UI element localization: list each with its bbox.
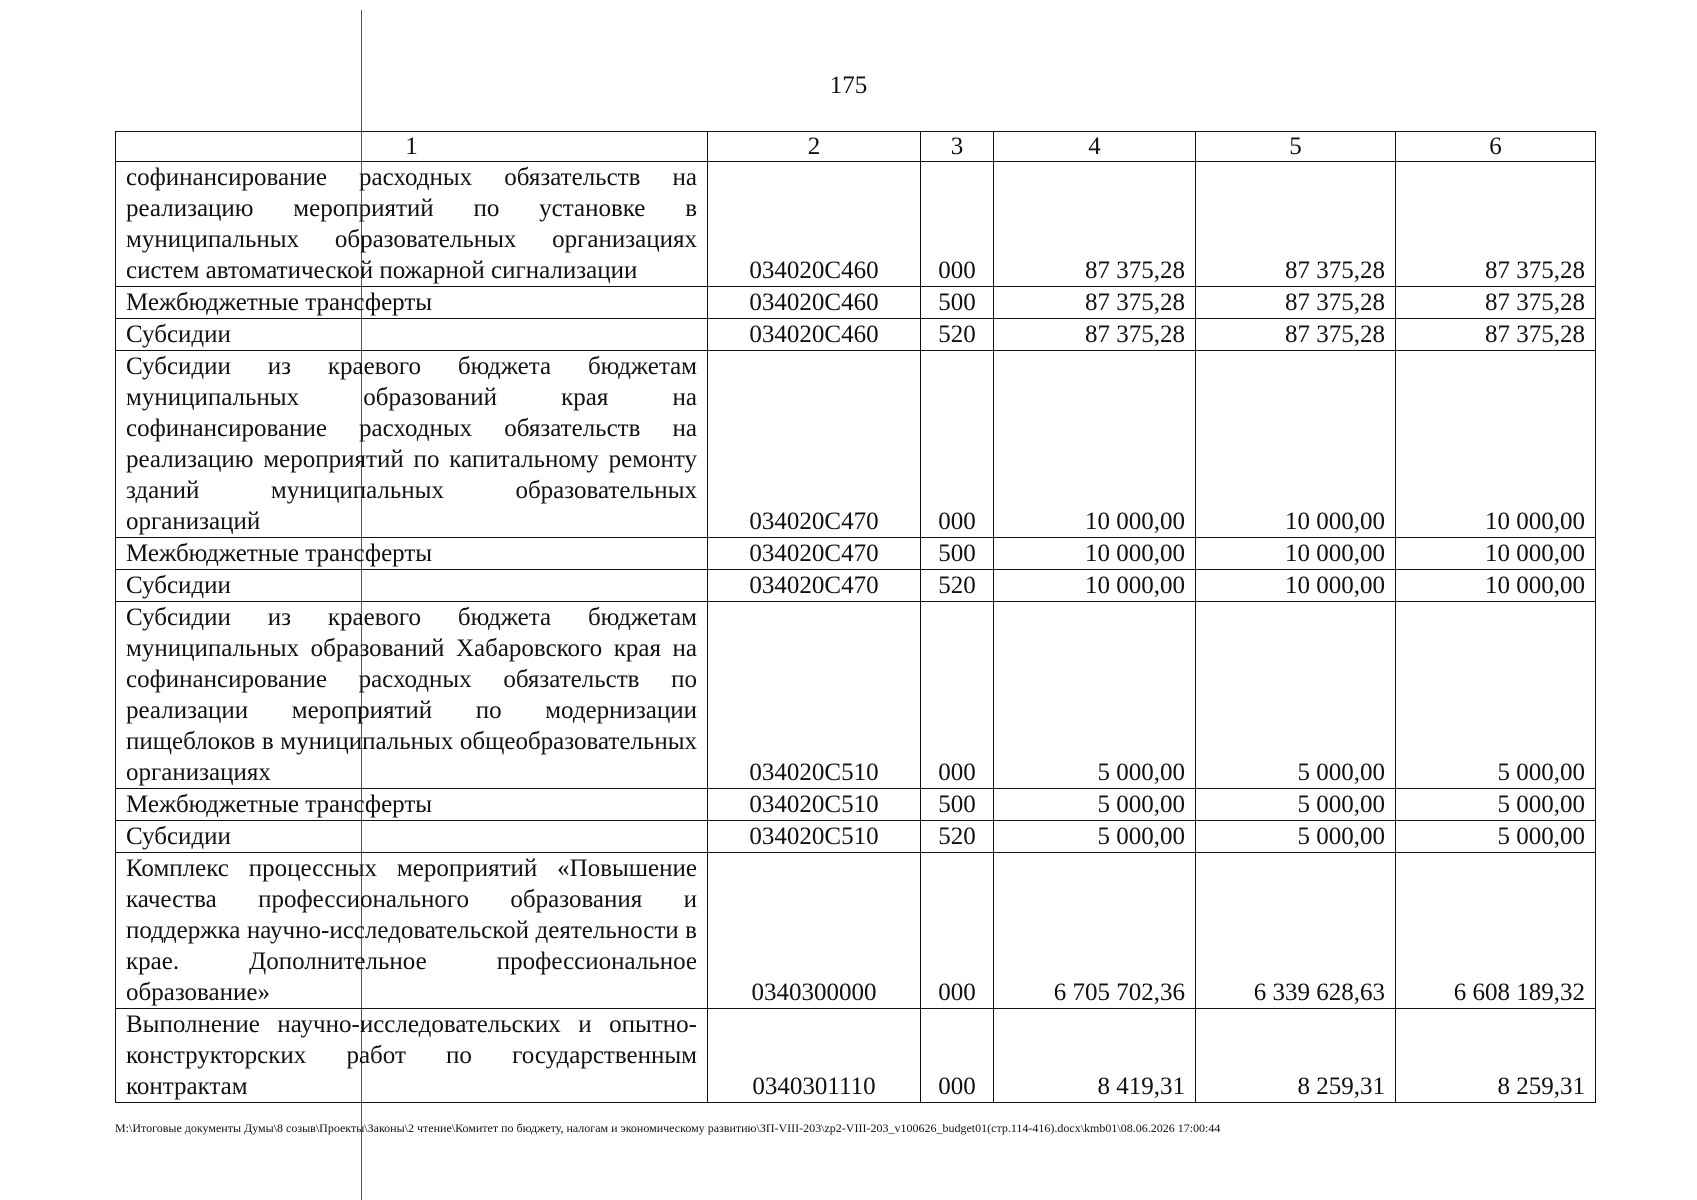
- expense-type-code-cell: 520: [921, 570, 994, 602]
- row-name-cell: Субсидии из краевого бюджета бюджетам муниципальных образований края на софинансирование расходных обязательств на реализацию мероприятий по капитальному ремонту зданий муниципальных образовательных организаций: [116, 351, 708, 538]
- amount-cell: 10 000,00: [1196, 538, 1396, 570]
- amount-cell: 6 705 702,36: [994, 853, 1196, 1009]
- target-article-code-cell: 034020С460: [708, 162, 921, 287]
- amount-cell: 87 375,28: [994, 287, 1196, 319]
- amount-cell: 10 000,00: [1196, 570, 1396, 602]
- column-header: 6: [1396, 132, 1596, 162]
- column-header: 3: [921, 132, 994, 162]
- amount-cell: 87 375,28: [1396, 287, 1596, 319]
- table-row: [116, 351, 1596, 538]
- amount-cell: 10 000,00: [1396, 538, 1596, 570]
- amount-cell: 5 000,00: [994, 789, 1196, 821]
- amount-cell: 10 000,00: [1396, 570, 1596, 602]
- table-row: [116, 789, 1596, 821]
- amount-cell: 10 000,00: [1396, 351, 1596, 538]
- expense-type-code-cell: 000: [921, 351, 994, 538]
- expense-type-code-cell: 500: [921, 287, 994, 319]
- amount-cell: 8 259,31: [1396, 1009, 1596, 1103]
- expense-type-code-cell: 000: [921, 1009, 994, 1103]
- target-article-code-cell: 034020С470: [708, 538, 921, 570]
- expense-type-code-cell: 500: [921, 789, 994, 821]
- amount-cell: 6 339 628,63: [1196, 853, 1396, 1009]
- table-row: [116, 538, 1596, 570]
- expense-type-code-cell: 520: [921, 821, 994, 853]
- table-row: [116, 853, 1596, 1009]
- row-name-cell: софинансирование расходных обязательств на реализацию мероприятий по установке в муниципальных образовательных организациях систем автоматической пожарной сигнализации: [116, 162, 708, 287]
- amount-cell: 5 000,00: [994, 602, 1196, 789]
- amount-cell: 87 375,28: [1396, 319, 1596, 351]
- target-article-code-cell: 034020С470: [708, 351, 921, 538]
- amount-cell: 10 000,00: [994, 538, 1196, 570]
- amount-cell: 8 259,31: [1196, 1009, 1396, 1103]
- amount-cell: 5 000,00: [1196, 602, 1396, 789]
- amount-cell: 10 000,00: [1196, 351, 1396, 538]
- target-article-code-cell: 034020С470: [708, 570, 921, 602]
- target-article-code-cell: 034020С460: [708, 319, 921, 351]
- table-row: [116, 821, 1596, 853]
- expense-type-code-cell: 000: [921, 162, 994, 287]
- row-name-cell: Субсидии из краевого бюджета бюджетам муниципальных образований Хабаровского края на софинансирование расходных обязательств по реализации мероприятий по модернизации пищеблоков в муниципальных общеобразовательных организациях: [116, 602, 708, 789]
- expense-type-code-cell: 000: [921, 853, 994, 1009]
- column-header: 1: [116, 132, 708, 162]
- table-row: [116, 570, 1596, 602]
- amount-cell: 5 000,00: [1396, 821, 1596, 853]
- amount-cell: 5 000,00: [1196, 789, 1396, 821]
- amount-cell: 5 000,00: [1396, 789, 1596, 821]
- table-row: [116, 162, 1596, 287]
- page-number: 175: [829, 72, 868, 99]
- row-name-cell: Комплекс процессных мероприятий «Повышение качества профессионального образования и поддержка научно-исследовательской деятельности в крае. Дополнительное профессиональное образование»: [116, 853, 708, 1009]
- expense-type-code-cell: 000: [921, 602, 994, 789]
- amount-cell: 87 375,28: [1196, 319, 1396, 351]
- amount-cell: 10 000,00: [994, 351, 1196, 538]
- file-path-footer: M:\Итоговые документы Думы\8 созыв\Проекты\Законы\2 чтение\Комитет по бюджету, налогам и экономическому развитию\ЗП-VIII-203\zp2-VIII-203_v100626_budget01(стр.114-416).docx\kmb01\08.06.2026 17:00:44: [115, 1121, 1221, 1135]
- column-header: 5: [1196, 132, 1396, 162]
- amount-cell: 8 419,31: [994, 1009, 1196, 1103]
- row-name-cell: Субсидии: [116, 570, 708, 602]
- row-name-cell: Субсидии: [116, 821, 708, 853]
- target-article-code-cell: 034020С510: [708, 821, 921, 853]
- amount-cell: 6 608 189,32: [1396, 853, 1596, 1009]
- target-article-code-cell: 034020С510: [708, 602, 921, 789]
- table-row: [116, 1009, 1596, 1103]
- column-header: 2: [708, 132, 921, 162]
- table-header-row: [116, 132, 1596, 162]
- target-article-code-cell: 034020С510: [708, 789, 921, 821]
- column-header: 4: [994, 132, 1196, 162]
- expense-type-code-cell: 500: [921, 538, 994, 570]
- amount-cell: 87 375,28: [1396, 162, 1596, 287]
- amount-cell: 5 000,00: [994, 821, 1196, 853]
- amount-cell: 87 375,28: [1196, 162, 1396, 287]
- amount-cell: 87 375,28: [994, 319, 1196, 351]
- row-name-cell: Субсидии: [116, 319, 708, 351]
- table-row: [116, 319, 1596, 351]
- amount-cell: 87 375,28: [994, 162, 1196, 287]
- amount-cell: 10 000,00: [994, 570, 1196, 602]
- row-name-cell: Межбюджетные трансферты: [116, 287, 708, 319]
- expense-type-code-cell: 520: [921, 319, 994, 351]
- target-article-code-cell: 0340300000: [708, 853, 921, 1009]
- target-article-code-cell: 034020С460: [708, 287, 921, 319]
- amount-cell: 5 000,00: [1396, 602, 1596, 789]
- row-name-cell: Межбюджетные трансферты: [116, 789, 708, 821]
- table-row: [116, 287, 1596, 319]
- row-name-cell: Межбюджетные трансферты: [116, 538, 708, 570]
- amount-cell: 87 375,28: [1196, 287, 1396, 319]
- row-name-cell: Выполнение научно-исследовательских и опытно-конструкторских работ по государственным контрактам: [116, 1009, 708, 1103]
- amount-cell: 5 000,00: [1196, 821, 1396, 853]
- table-row: [116, 602, 1596, 789]
- target-article-code-cell: 0340301110: [708, 1009, 921, 1103]
- budget-table: [115, 131, 1596, 1103]
